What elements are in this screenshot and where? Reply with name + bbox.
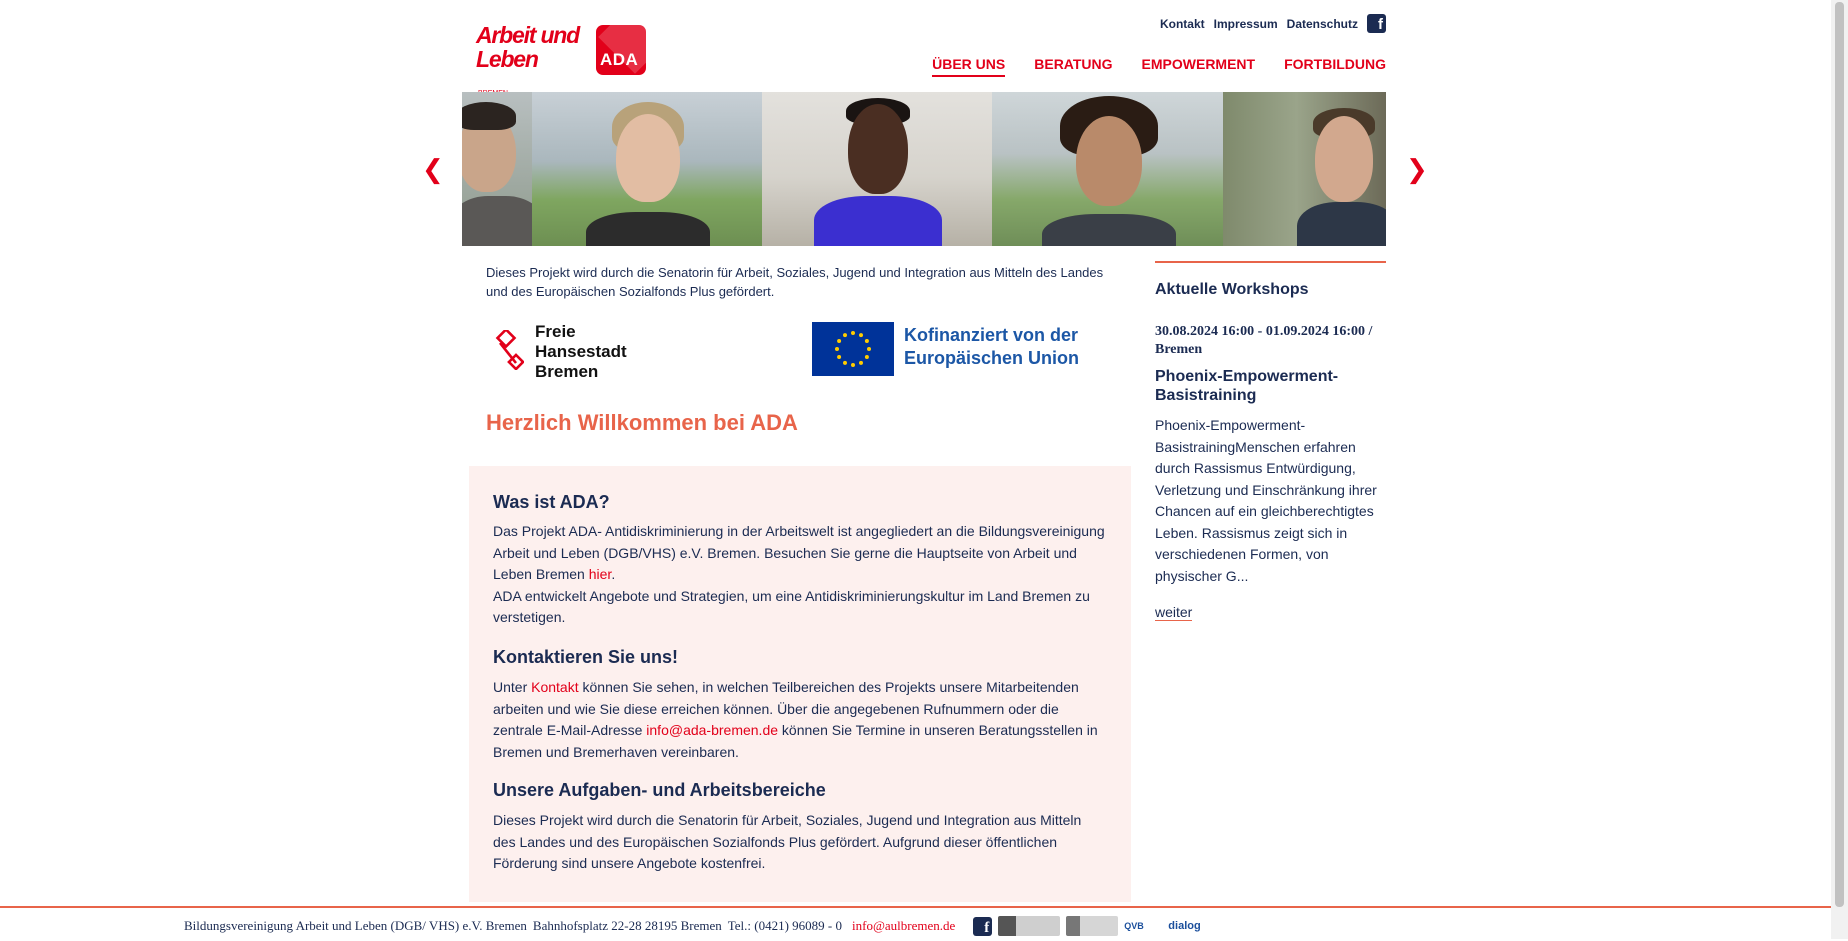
footer-org: Bildungsvereinigung Arbeit und Leben (DGB/ VHS) e.V. Bremen xyxy=(184,918,527,933)
main-nav xyxy=(903,56,1386,77)
footer-email-link[interactable]: info@aulbremen.de xyxy=(852,918,956,933)
section-text-kontakt xyxy=(493,677,1107,763)
text-segment: können Sie sehen, in welchen Teilbereichen des Projekts unsere Mitarbeitenden arbeiten und wie Sie diese erreichen können. Über die angegebenen Rufnummern oder die zentrale E-Mail-Adresse xyxy=(493,679,1079,738)
section-title-aufgaben: Unsere Aufgaben- und Arbeitsbereiche xyxy=(493,780,826,800)
footer-address: Bahnhofsplatz 22-28 28195 Bremen xyxy=(532,918,722,933)
eu-logo-line-1: Kofinanziert von der xyxy=(904,325,1079,345)
slide-photo-5 xyxy=(1223,92,1386,246)
link-hier[interactable]: hier xyxy=(588,566,612,582)
link-kontakt[interactable]: Kontakt xyxy=(531,679,579,695)
bremen-logo-text xyxy=(535,322,627,382)
text-segment: . xyxy=(611,566,616,582)
eu-flag-icon xyxy=(812,322,894,376)
eu-star-icon xyxy=(859,333,863,337)
section-title-kontakt: Kontaktieren Sie uns! xyxy=(493,647,679,667)
top-links xyxy=(1151,14,1386,33)
eu-star-icon xyxy=(835,347,839,351)
text-segment: Das Projekt ADA- Antidiskriminierung in der Arbeitswelt ist angegliedert an die Bildungsvereinigung Arbeit und Leben (DGB/VHS) e.V. Bremen. Besuchen Sie gerne die Hauptseite von Arbeit und Leben Bremen xyxy=(493,523,1105,582)
workshop-more-link[interactable]: weiter xyxy=(1155,604,1193,620)
text-segment: Unter xyxy=(493,679,532,695)
ada-logo[interactable] xyxy=(596,25,646,75)
arbeit-und-leben-logo[interactable] xyxy=(476,22,586,80)
workshop-date: 30.08.2024 16:00 - 01.09.2024 16:00 / Bremen xyxy=(1155,324,1373,357)
eu-star-icon xyxy=(843,333,847,337)
slider-prev-arrow-icon[interactable]: ❮ xyxy=(422,154,444,184)
slide-photo-3 xyxy=(762,92,992,246)
eu-star-icon xyxy=(837,355,841,359)
eu-star-icon xyxy=(865,355,869,359)
workshop-description: Phoenix-Empowerment-BasistrainingMenschen erfahren durch Rassismus Entwürdigung, Verletzung und Einschränkung ihrer Chancen auf ein gleichberechtigtes Leben. Rassismus zeigt sich in verschiedenen Formen, von physischer G... xyxy=(1155,417,1377,584)
bremen-logo-line-2: Hansestadt xyxy=(535,342,627,361)
logo-line-1: Arbeit und xyxy=(476,22,579,48)
top-link-impressum[interactable]: Impressum xyxy=(1213,16,1278,31)
section-title-was-ist-ada: Was ist ADA? xyxy=(493,492,610,512)
scrollbar-thumb[interactable] xyxy=(1835,2,1844,907)
eu-star-icon xyxy=(865,339,869,343)
slide-photo-4 xyxy=(992,92,1223,246)
nav-beratung[interactable]: BERATUNG xyxy=(1034,56,1113,72)
content-box xyxy=(469,466,1131,902)
eu-star-icon xyxy=(859,361,863,365)
slide-photo-2 xyxy=(532,92,762,246)
eu-star-icon xyxy=(851,363,855,367)
ada-logo-text: ADA xyxy=(600,50,639,69)
facebook-icon[interactable]: f xyxy=(1367,14,1386,33)
logo-line-2: Leben xyxy=(476,46,538,72)
nav-ueber-uns[interactable]: ÜBER UNS xyxy=(932,56,1005,77)
partner-logo-qvb[interactable]: QVB xyxy=(1124,921,1144,931)
page-title: Herzlich Willkommen bei ADA xyxy=(486,410,798,435)
workshops-sidebar xyxy=(1155,261,1386,620)
eu-star-icon xyxy=(843,361,847,365)
nav-fortbildung[interactable]: FORTBILDUNG xyxy=(1284,56,1386,72)
text-segment: ADA entwickelt Angebote und Strategien, um eine Antidiskriminierungskultur im Land Bremen zu verstetigen. xyxy=(493,587,1090,625)
slider-next-arrow-icon[interactable]: ❯ xyxy=(1406,154,1428,184)
slide-photo-1 xyxy=(462,92,532,246)
eu-star-icon xyxy=(837,339,841,343)
workshop-title[interactable]: Phoenix-Empowerment-Basistraining xyxy=(1155,368,1339,404)
footer-facebook-icon[interactable]: f xyxy=(973,917,992,936)
partner-logo-weiterbildung[interactable] xyxy=(998,916,1060,936)
sidebar-title: Aktuelle Workshops xyxy=(1155,281,1309,298)
footer-content xyxy=(184,916,1214,936)
bremen-logo-line-1: Freie xyxy=(535,322,576,341)
eu-cofinanced-logo xyxy=(812,322,1090,376)
bremen-logo-line-3: Bremen xyxy=(535,362,599,381)
funding-notice: Dieses Projekt wird durch die Senatorin für Arbeit, Soziales, Jugend und Integration aus Mitteln des Landes und des Europäischen Sozialfonds Plus gefördert. xyxy=(486,265,1104,299)
top-link-kontakt[interactable]: Kontakt xyxy=(1159,16,1205,31)
site-footer xyxy=(0,906,1831,941)
eu-logo-line-2: Europäischen Union xyxy=(904,348,1080,368)
site-header xyxy=(462,0,1386,92)
eu-logo-text xyxy=(904,324,1079,370)
eu-star-icon xyxy=(867,347,871,351)
text-segment: können Sie Termine in unseren Beratungsstellen in Bremen und Bremerhaven vereinbaren. xyxy=(493,722,1098,760)
top-link-datenschutz[interactable]: Datenschutz xyxy=(1286,16,1358,31)
freie-hansestadt-bremen-logo xyxy=(492,322,642,381)
section-text-was-ist-ada xyxy=(493,521,1107,629)
bremen-key-icon xyxy=(494,330,524,370)
email-link[interactable]: info@ada-bremen.de xyxy=(646,722,779,738)
partner-logo-dialog[interactable]: dialog xyxy=(1168,920,1201,932)
footer-phone: Tel.: (0421) 96089 - 0 xyxy=(727,918,842,933)
section-text-aufgaben: Dieses Projekt wird durch die Senatorin für Arbeit, Soziales, Jugend und Integration aus Mitteln des Landes und des Europäischen Sozialfonds Plus gefördert. Aufgrund dieser öffentlichen Förderung sind unsere Angebote kostenfrei. xyxy=(493,812,1082,871)
nav-empowerment[interactable]: EMPOWERMENT xyxy=(1141,56,1256,72)
page-scrollbar[interactable] xyxy=(1831,0,1848,939)
image-slider xyxy=(462,92,1386,246)
partner-logo-gender[interactable] xyxy=(1066,916,1118,936)
eu-star-icon xyxy=(851,331,855,335)
